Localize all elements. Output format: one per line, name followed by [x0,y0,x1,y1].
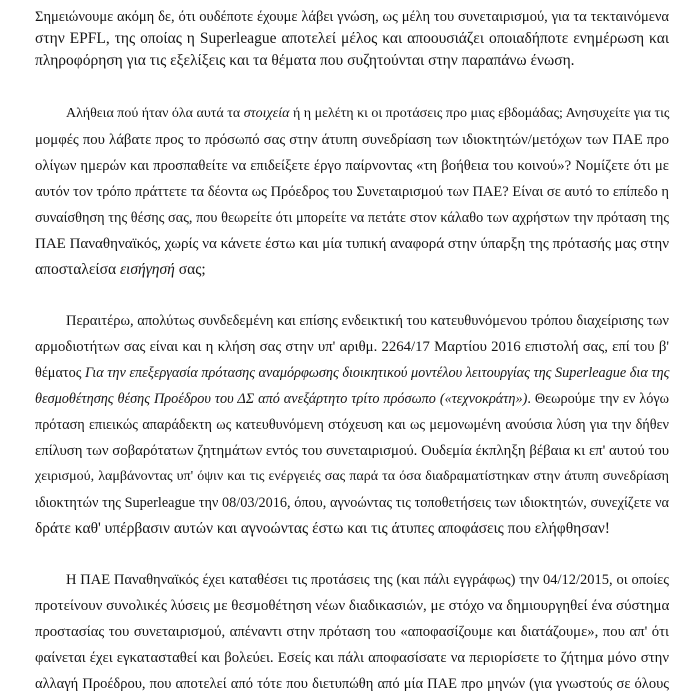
paragraph-4-line-2: προτείνουν συνολικές λύσεις με θεσμοθέτηση νέων διαδικασιών, με στόχο να δημιουργηθεί ένα σύστημα [35,598,670,614]
paragraph-3-line-4: θεσμοθέτησης θέσης Προέδρου του ΔΣ από ανεξάρτητο τρίτο πρόσωπο («τεχνοκράτη»). Θεωρούμε την εν λόγω [35,391,669,407]
paragraph-3-line-7: χειρισμού, λαμβάνοντας υπ' όψιν και τις ενέργειές σας παρά τα όσα διαδραματίστηκαν στην άτυπη συνεδρίαση [35,469,669,484]
paragraph-3-line-5: πρόταση επιεικώς απαράδεκτη ως κατευθυνόμενη στόχευση και ως μεμονωμένη ανούσια λύση για την δήθεν [35,417,669,433]
paragraph-4-line-3: προστασίας του συνεταιρισμού, απέναντι στην πρόταση του «αποφασίζουμε και διατάζουμε», που απ' ότι [35,624,669,640]
paragraph-3-line-8: ιδιοκτητών της Superleague την 08/03/2016, όπου, αγνοώντας τις τοποθετήσεις των ιδιοκτητών, συνεχίζετε να [35,495,669,511]
paragraph-4-line-1: Η ΠΑΕ Παναθηναϊκός έχει καταθέσει τις προτάσεις της (και πάλι εγγράφως) την 04/12/2015, οι οποίες [66,572,669,588]
paragraph-2-line-2: μομφές που λάβατε προς το πρόσωπό σας στην άτυπη συνεδρίαση των ιδιοκτητών/μετόχων των ΠΑΕ προ [35,132,669,148]
paragraph-2-line-3: ολίγων ημερών και προσπαθείτε να επιδείξετε έργο παίρνοντας «τη βοήθεια του κοινού»? Νομίζετε ότι με [35,158,669,174]
paragraph-1-line-1: Σημειώνουμε ακόμη δε, ότι ουδέποτε έχουμε λάβει γνώση, ως μέλη του συνεταιρισμού, για τα τεκταινόμενα [35,9,669,25]
paragraph-4-line-5: αλλαγή Προέδρου, που αποτελεί από τότε που διετυπώθη από μία ΠΑΕ προ μηνών (για γνωστούς σε όλους [35,676,669,692]
paragraph-2-line-6: ΠΑΕ Παναθηναϊκός, χωρίς να κάνετε έστω και μία τυπική αναφορά στην ύπαρξη της πρότασής μας στην [35,236,669,252]
italic-term: εισήγησή [119,261,175,278]
paragraph-2-line-1: Αλήθεια πού ήταν όλα αυτά τα στοιχεία ή η μελέτη κι οι προτάσεις προ μιας εβδομάδας; Ανησυχείτε για τις [66,106,670,121]
italic-term: στοιχεία [243,106,290,121]
italic-subject: Για την επεξεργασία πρότασης αναμόρφωσης διοικητικού μοντέλου λειτουργίας της Superleague δια της [84,365,670,381]
paragraph-3-line-6: επίλυση των σοβαρότατων ζητημάτων εντός του συνεταιρισμού. Ουδεμία έκπληξη βέβαια κι επ' αυτού του [35,443,669,459]
paragraph-1-line-3: πληροφόρηση για τις εξελίξεις και τα θέματα που συζητούνται στην παραπάνω ένωση. [35,52,575,69]
paragraph-2-line-7: αποσταλείσα εισήγησή σας; [35,261,206,278]
paragraph-1-line-2: στην EPFL, της οποίας η Superleague αποτελεί μέλος και αποουσιάζει οποιαδήποτε ενημέρωση και [35,30,669,47]
paragraph-3-line-3: θέματος Για την επεξεργασία πρότασης αναμόρφωσης διοικητικού μοντέλου λειτουργίας της Superleague δια της [35,365,670,381]
paragraph-3-line-9: δράτε καθ' υπέρβασιν αυτών και αγνοώντας έστω και τις άτυπες αποφάσεις που ελήφθησαν! [35,520,610,537]
italic-subject: θεσμοθέτησης θέσης Προέδρου του ΔΣ από ανεξάρτητο τρίτο πρόσωπο («τεχνοκράτη») [35,391,528,407]
paragraph-2-line-5: συναίσθηση της θέσης σας, που θεωρείτε ότι μπορείτε να πετάτε στον κάλαθο των αχρήστων την πρόταση της [35,210,669,226]
paragraph-4-line-4: φαίνεται έχει εγκατασταθεί και βολεύει. Εσείς και πάλι αποφασίσατε να περιορίσετε το ζήτημα μόνο στην [35,650,669,666]
paragraph-3-line-1: Περαιτέρω, απολύτως συνδεδεμένη και επίσης ενδεικτική του κατευθυνόμενου τρόπου διαχείρισης των [66,313,669,329]
paragraph-2-line-4: αυτόν τον τρόπο πράττετε τα δέοντα ως Πρόεδρος του Συνεταιρισμού των ΠΑΕ? Είναι σε αυτό το επίπεδο η [35,184,669,200]
paragraph-3-line-2: αρμοδιοτήτων σας είναι και η κλήση σας στην υπ' αριθμ. 2264/17 Μαρτίου 2016 επιστολή σας, επί του β' [35,339,669,355]
